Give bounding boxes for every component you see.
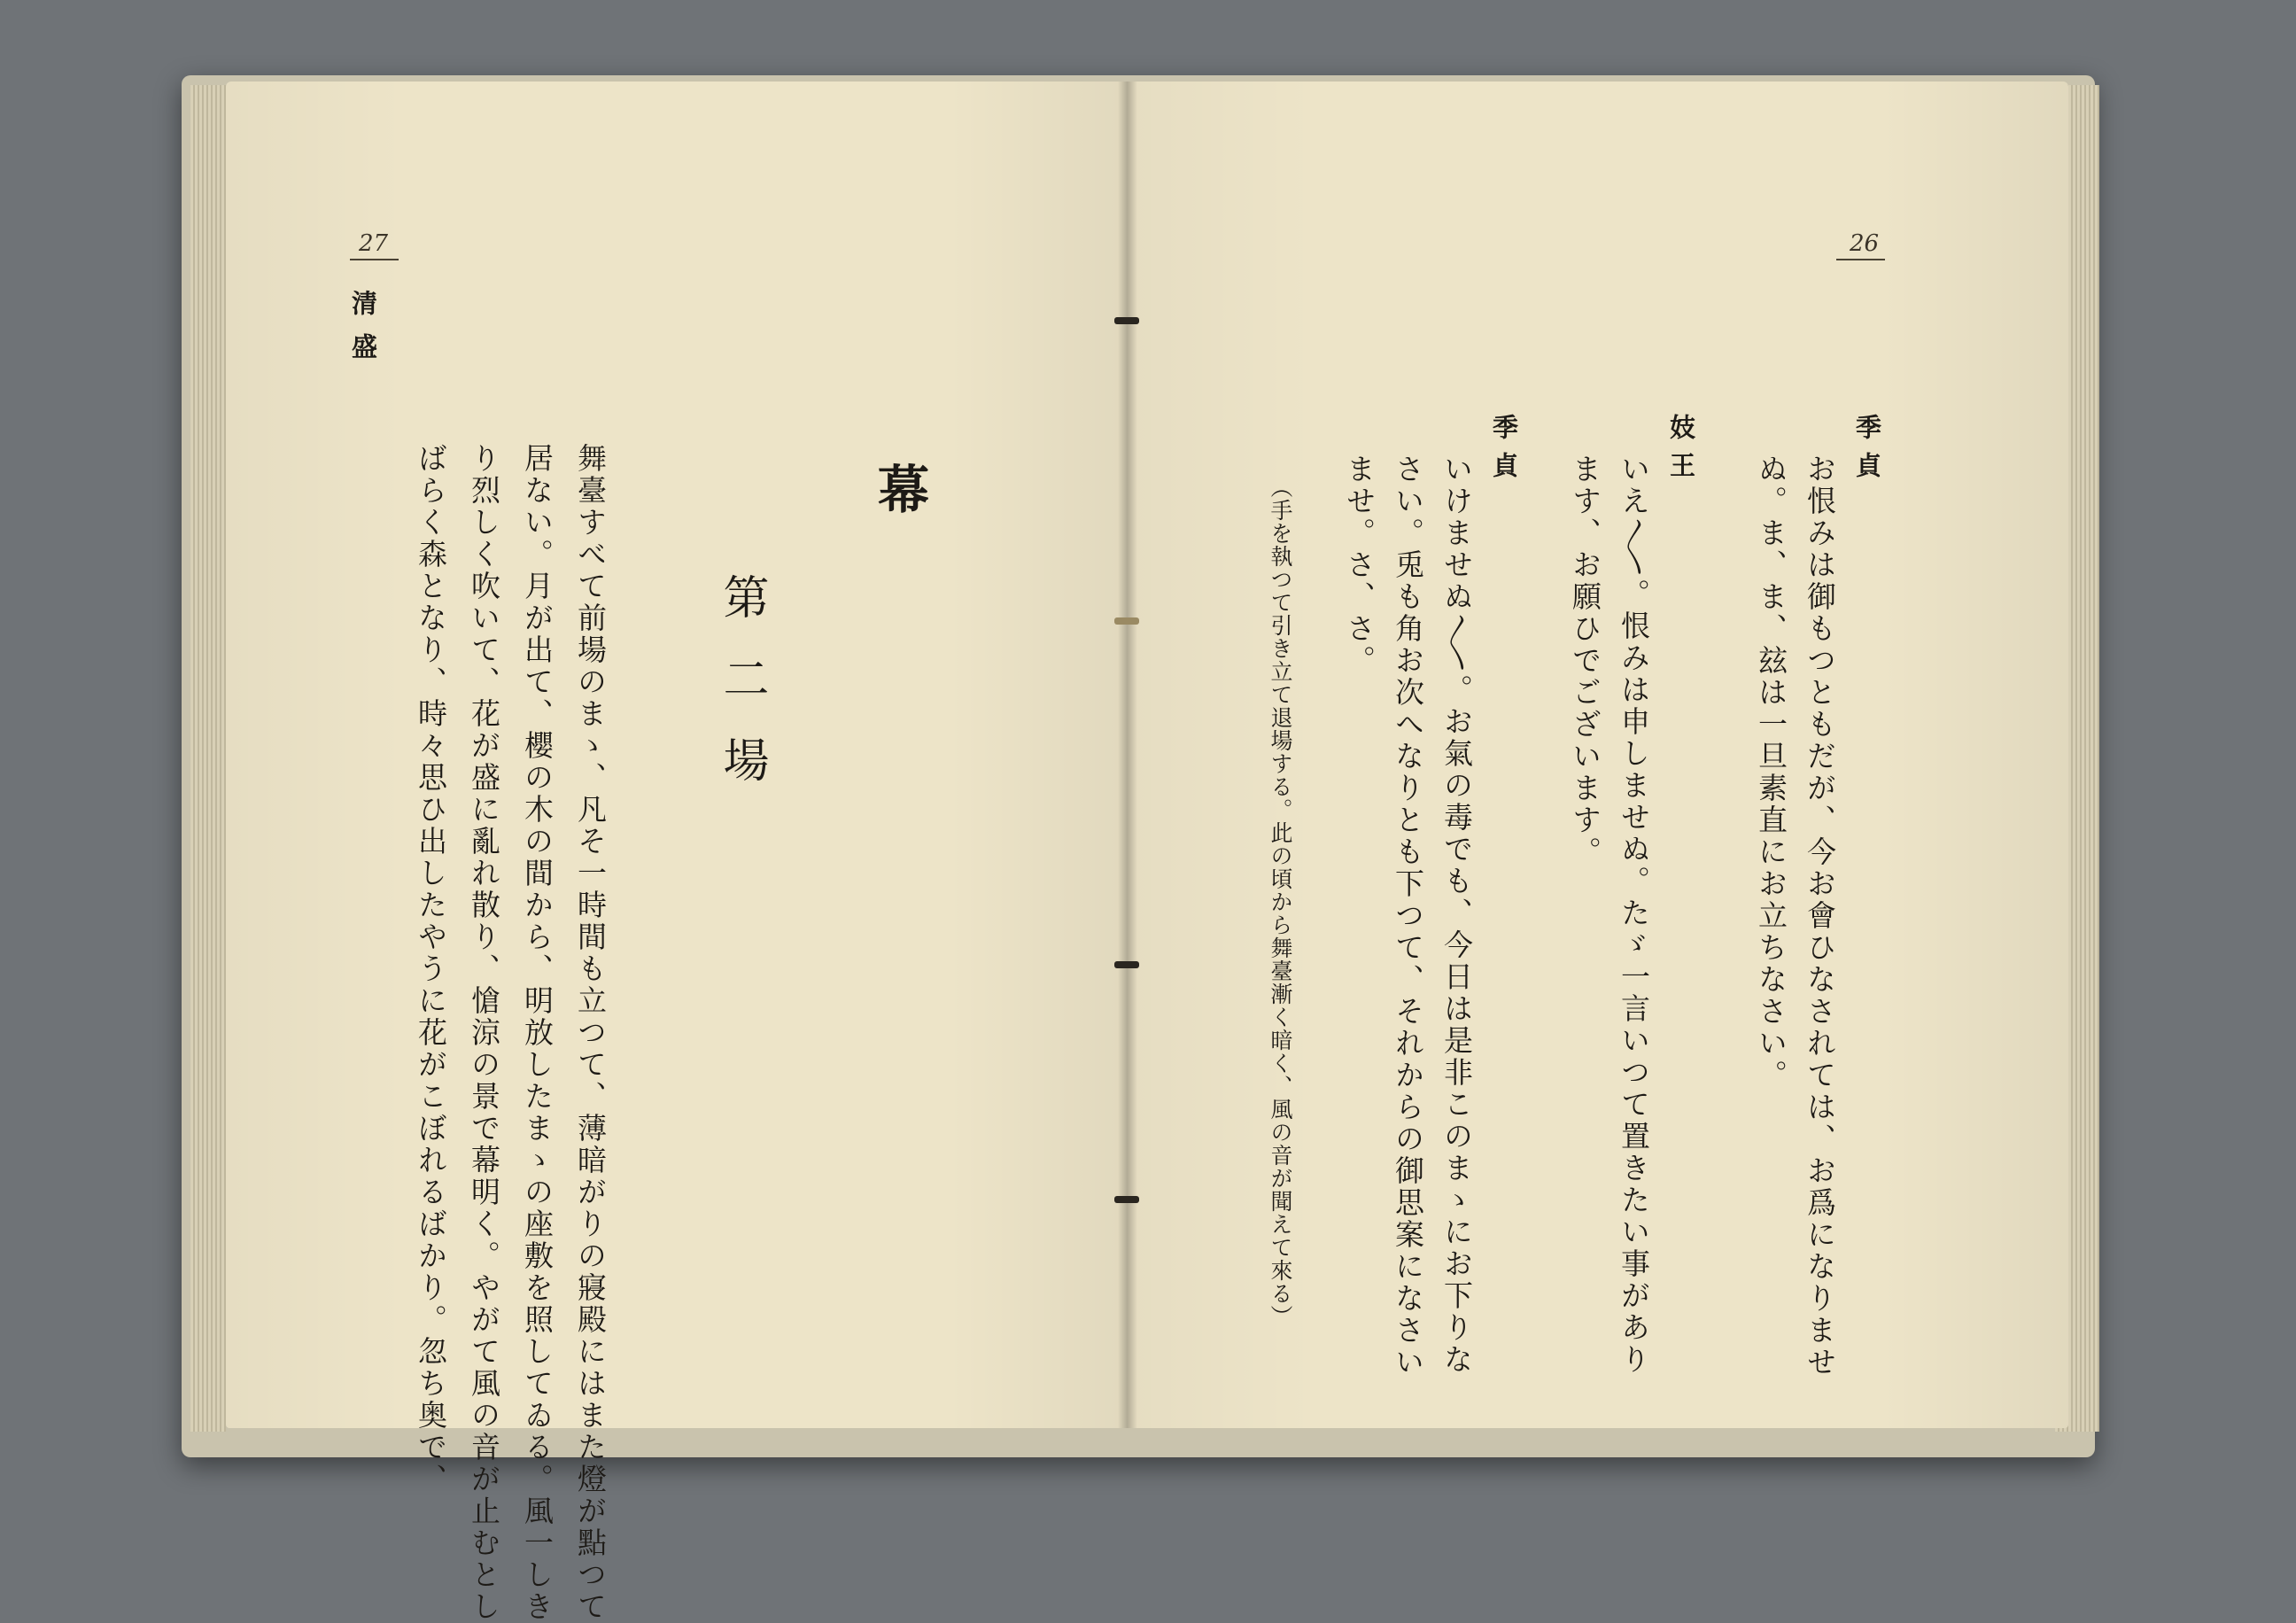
left-page bbox=[226, 82, 1128, 1623]
binding-stitch bbox=[1114, 317, 1139, 324]
speaker-name: 季貞 bbox=[1852, 414, 1882, 490]
stage-direction-line-3: り烈しく吹いて、花が盛に亂れ散り、愴涼の景で幕明く。やがて風の音が止むとし bbox=[467, 443, 501, 1623]
book-gutter bbox=[1118, 82, 1137, 1428]
page-number-rule-left bbox=[350, 259, 399, 260]
stage-direction: （手を執つて引き立て退場する。此の頃から舞臺漸く暗く、風の音が聞えて來る） bbox=[1268, 476, 1293, 1328]
dialogue-line: ます、お願ひでございます。 bbox=[1568, 454, 1602, 868]
speaker-name: 季貞 bbox=[1489, 414, 1519, 490]
stage-direction-line-4: ばらく森となり、時々思ひ出したやうに花がこぼれるばかり。忽ち奥で、 bbox=[414, 443, 448, 1495]
dialogue-line: いけませぬ〳〵。お氣の毒でも、今日は是非このまゝにお下りな bbox=[1439, 454, 1474, 1376]
dialogue-line: ぬ。ま、ま、玆は一旦素直にお立ちなさい。 bbox=[1754, 454, 1788, 1091]
curtain-label: 幕 bbox=[869, 462, 929, 514]
dialogue-line: お恨みは御もつともだが、今お會ひなされては、お爲になりませ bbox=[1803, 454, 1837, 1378]
right-page bbox=[1128, 82, 2068, 1428]
stage-direction-line-1: 舞臺すべて前場のまゝ、凡そ一時間も立つて、薄暗がりの寢殿にはまた燈が點つて bbox=[573, 443, 608, 1623]
binding-stitch bbox=[1114, 1196, 1139, 1203]
page-edges-left bbox=[190, 85, 226, 1432]
dialogue-line: さい。兎も角お次へなりとも下つて、それからの御思案になさい bbox=[1391, 454, 1425, 1378]
dialogue-line: いえ〳〵。恨みは申しませぬ。たゞ一言いつて置きたい事があり bbox=[1617, 454, 1651, 1376]
binding-stitch bbox=[1114, 617, 1139, 625]
scene-heading: 第二場 bbox=[715, 573, 768, 818]
page-number-right: 26 bbox=[1850, 230, 1880, 257]
page-number-left: 27 bbox=[359, 230, 389, 257]
dialogue-line: ませ。さ、さ。 bbox=[1342, 454, 1377, 677]
running-head: 清盛 bbox=[348, 290, 378, 377]
speaker-name: 妓王 bbox=[1666, 414, 1696, 490]
binding-stitch bbox=[1114, 961, 1139, 968]
page-number-rule-right bbox=[1836, 259, 1885, 260]
stage-direction-line-2: 居ない。月が出て、櫻の木の間から、明放したまゝの座敷を照してゐる。風一しき bbox=[520, 443, 555, 1623]
